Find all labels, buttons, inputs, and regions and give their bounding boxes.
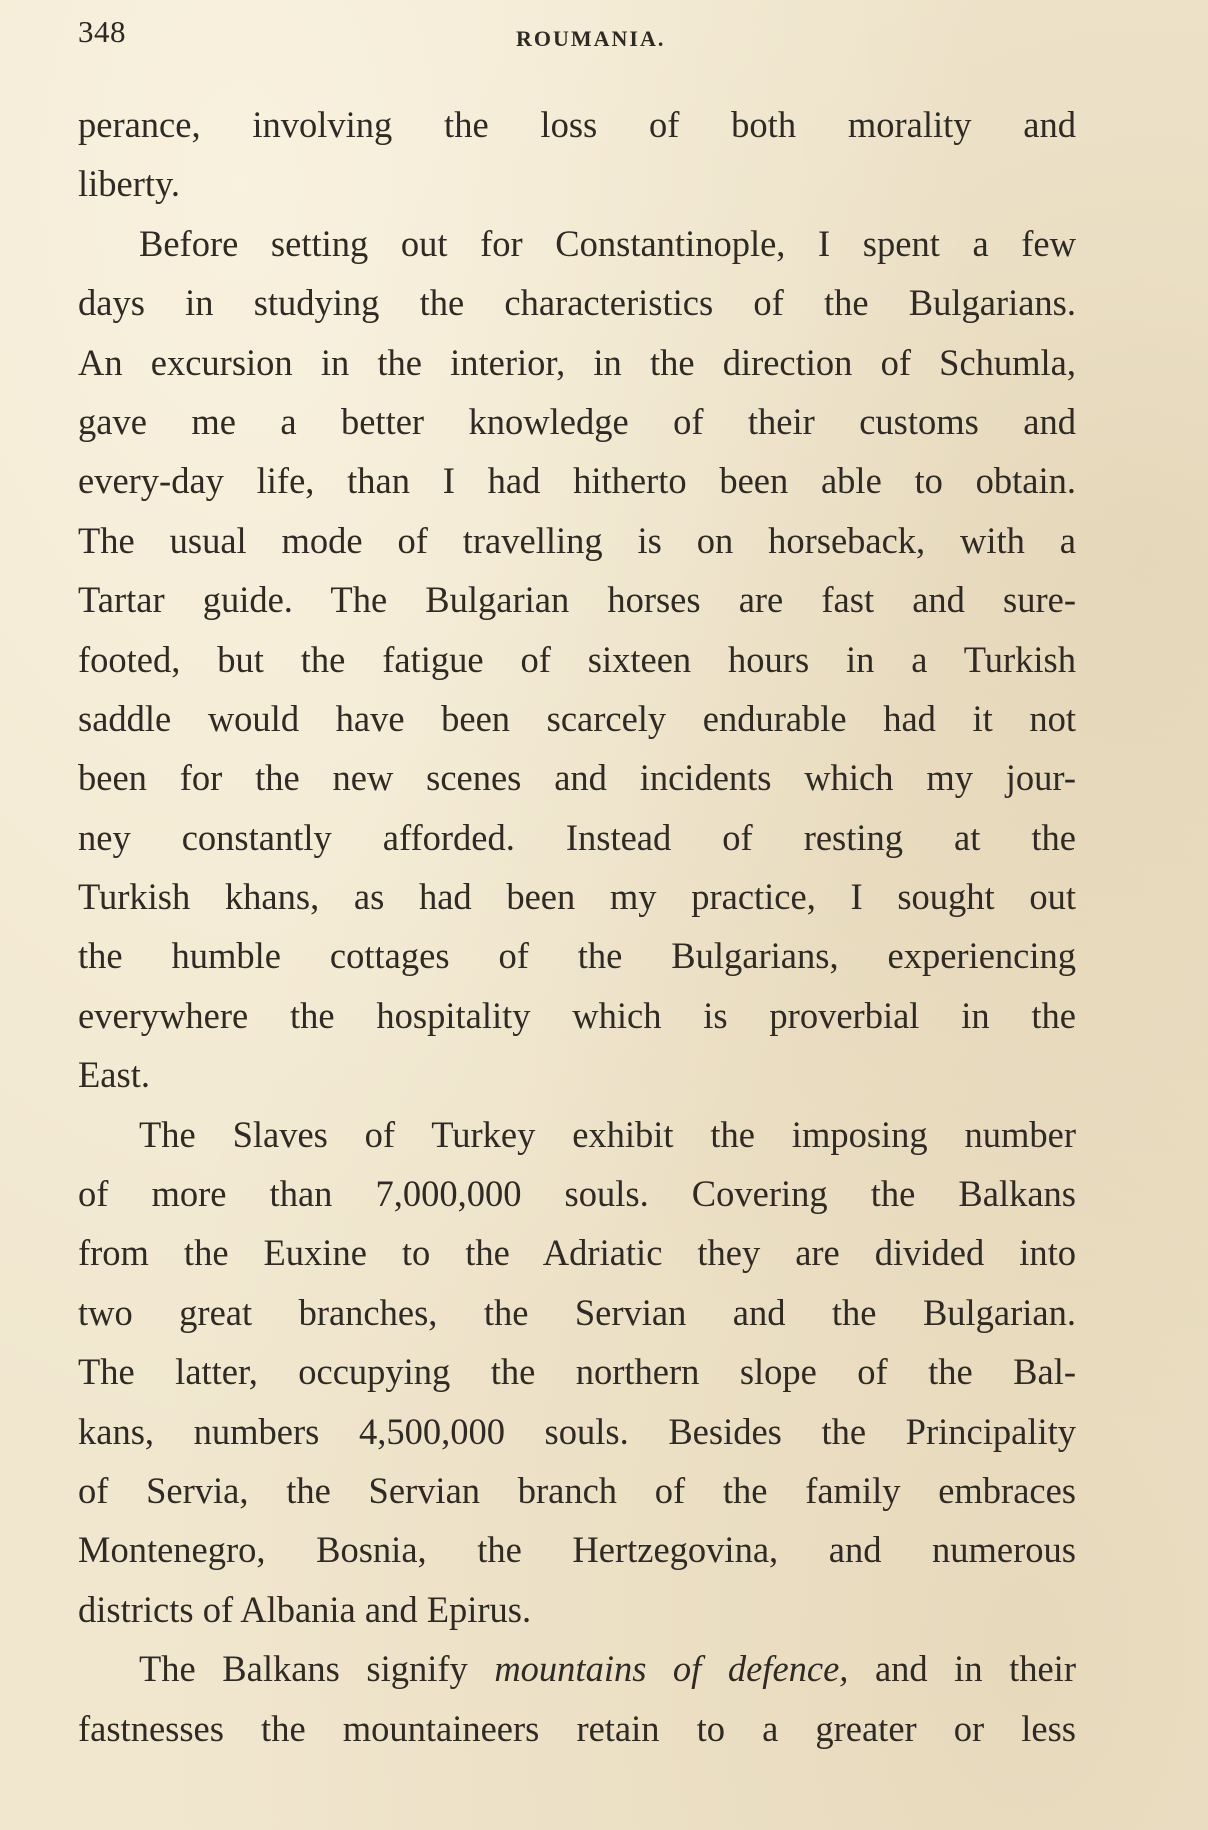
text-line: districts of Albania and Epirus.: [78, 1588, 532, 1630]
text-line: An excursion in the interior, in the direction of Schumla,: [78, 341, 1076, 383]
text-line: Montenegro, Bosnia, the Hertzegovina, and numerous: [78, 1529, 1076, 1571]
text-line: of more than 7,000,000 souls. Covering the Balkans: [78, 1173, 1076, 1215]
text-line: East.: [78, 1054, 150, 1096]
text-line: [78, 1639, 1076, 1698]
text-line: saddle would have been scarcely endurable had it not: [78, 697, 1076, 739]
text-line: kans, numbers 4,500,000 souls. Besides the Principality: [78, 1410, 1076, 1452]
text-line: two great branches, the Servian and the Bulgarian.: [78, 1291, 1076, 1333]
text-line: ney constantly afforded. Instead of resting at the: [78, 816, 1076, 858]
text-run: and in their: [848, 1648, 1076, 1690]
text-line: The latter, occupying the northern slope of the Bal-: [78, 1351, 1076, 1393]
text-line: footed, but the fatigue of sixteen hours in a Turkish: [78, 638, 1076, 680]
body-text: [78, 95, 1076, 1758]
text-line: fastnesses the mountaineers retain to a greater or less: [78, 1707, 1076, 1749]
text-line: every-day life, than I had hitherto been able to obtain.: [78, 460, 1076, 502]
text-line: Before setting out for Constantinople, I spent a few: [139, 222, 1076, 264]
text-line: The Slaves of Turkey exhibit the imposing number: [139, 1113, 1076, 1155]
text-line: Turkish khans, as had been my practice, I sought out: [78, 876, 1076, 918]
text-line: perance, involving the loss of both morality and: [78, 104, 1076, 145]
text-line: from the Euxine to the Adriatic they are divided into: [78, 1232, 1076, 1274]
page-number: 348: [78, 14, 126, 49]
text-line: of Servia, the Servian branch of the family embraces: [78, 1469, 1076, 1511]
text-line: liberty.: [78, 163, 181, 205]
text-line: days in studying the characteristics of the Bulgarians.: [78, 282, 1076, 324]
running-header: [78, 14, 1078, 58]
text-run: The Balkans signify: [139, 1648, 495, 1690]
text-line: Tartar guide. The Bulgarian horses are fast and sure-: [78, 579, 1076, 621]
italic-phrase: mountains of defence,: [494, 1648, 849, 1690]
text-line: the humble cottages of the Bulgarians, experiencing: [78, 935, 1076, 977]
text-line: everywhere the hospitality which is proverbial in the: [78, 994, 1076, 1036]
text-line: The usual mode of travelling is on horseback, with a: [78, 519, 1076, 561]
text-line: gave me a better knowledge of their customs and: [78, 400, 1076, 442]
running-title: ROUMANIA.: [516, 26, 666, 51]
text-line: been for the new scenes and incidents which my jour-: [78, 757, 1076, 799]
